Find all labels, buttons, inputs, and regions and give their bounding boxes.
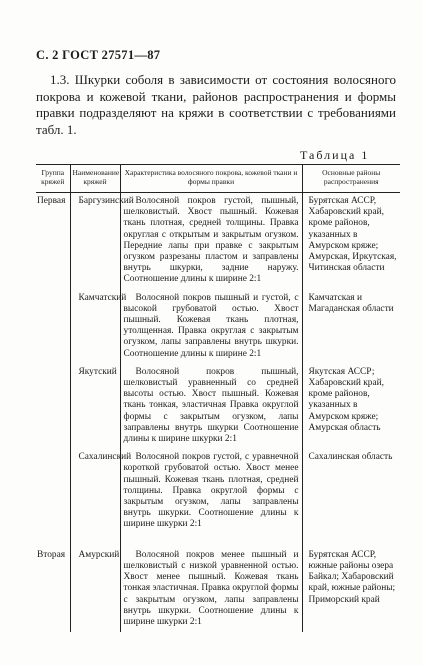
table-row — [36, 449, 400, 534]
table-header-row — [36, 165, 400, 193]
table-row — [36, 290, 400, 364]
row-regions: Якутская АССР; Хабаровский край, кроме районов, указанных в Амурском кряже; Амурская область — [302, 364, 400, 449]
row-group: Вторая — [37, 549, 66, 560]
row-group: Первая — [37, 196, 66, 206]
row-name: Сахалинский — [70, 449, 120, 534]
row-group — [36, 449, 70, 534]
row-regions: Сахалинская область — [302, 449, 400, 534]
row-description: Волосяной покров пышный, шелковистый уравненный со средней высоты остью. Хвост пышный. Кожевая ткань тонкая, эластичная Правка округлой формы с закрытым огузком, лапы заправлены внутрь шкурки Соотношение длины к ширине шкурки 2:1 — [120, 364, 302, 449]
row-regions: Бурятская АССР, южные районы озера Байкал; Хабаровский край, южные районы; Приморский край — [302, 547, 400, 632]
column-header-name: Наименование кряжей — [70, 165, 120, 193]
row-name: Камчатский — [70, 290, 120, 364]
row-description: Волосяной покров густой, с уравнечной короткой грубоватой остью. Хвост менее пышный. Кожевая ткань плотная, средней толщины. Правка округлой формы с закрытым огузком, лапы заправлены внутрь шкурки. Соотношение длины к ширине шкурки 2:1 — [120, 449, 302, 534]
row-regions: Бурятская АССР, Хабаровский край, кроме районов, указанных в Амурском кряже; Амурская, Иркутская, Читинская области — [302, 193, 400, 290]
intro-paragraph: 1.3. Шкурки соболя в зависимости от состояния волосяного покрова и кожевой ткани, районов распространения и формы правки подразделяют на кряжи в соответствии с требованиями табл. 1. — [36, 72, 396, 137]
sable-grade-table — [36, 164, 400, 632]
table-row — [36, 193, 400, 290]
page-header: С. 2 ГОСТ 27571—87 — [36, 48, 161, 62]
row-description: Волосяной покров густой, пышный, шелковистый. Хвост пышный. Кожевая ткань плотная, средней толщины. Правка округлая с открытым и закрытым огузком. Передние лапы при правке с закрытым огузком разрезаны пластом и заправлены внутрь шкурки, задние наружу. Соотношение длины к ширине 2:1 — [120, 193, 302, 290]
table-row — [36, 547, 400, 632]
row-group — [36, 364, 70, 449]
row-regions: Камчатская и Магаданская области — [302, 290, 400, 364]
table-caption: Таблица 1 — [300, 148, 370, 162]
table-spacer-row — [36, 535, 400, 547]
row-name: Якутский — [70, 364, 120, 449]
row-description: Волосяной покров пышный и густой, с высокой грубоватой остью. Хвост пышный. Кожевая ткань плотная, утолщенная. Правка округлая с закрытым огузком, лапы заправлены внутрь шкурки. Соотношение длины к ширине 2:1 — [120, 290, 302, 364]
row-group — [36, 290, 70, 364]
column-header-description: Характеристика волосяного покрова, кожевой ткани и формы правки — [120, 165, 302, 193]
column-header-regions: Основные районы распространения — [302, 165, 400, 193]
column-header-group: Группа кряжей — [36, 165, 70, 193]
row-name: Баргузинский — [70, 193, 120, 290]
row-name: Амурский — [70, 547, 120, 632]
table-row — [36, 364, 400, 449]
row-description: Волосяной покров менее пышный и шелковистый с низкой уравненной остью. Хвост менее пышный. Кожевая ткань тонкая эластичная. Правка округлой формы с закрытым огузком, лапы заправлены внутрь шкурки. Соотношение длины к ширине шкурки 2:1 — [120, 547, 302, 632]
